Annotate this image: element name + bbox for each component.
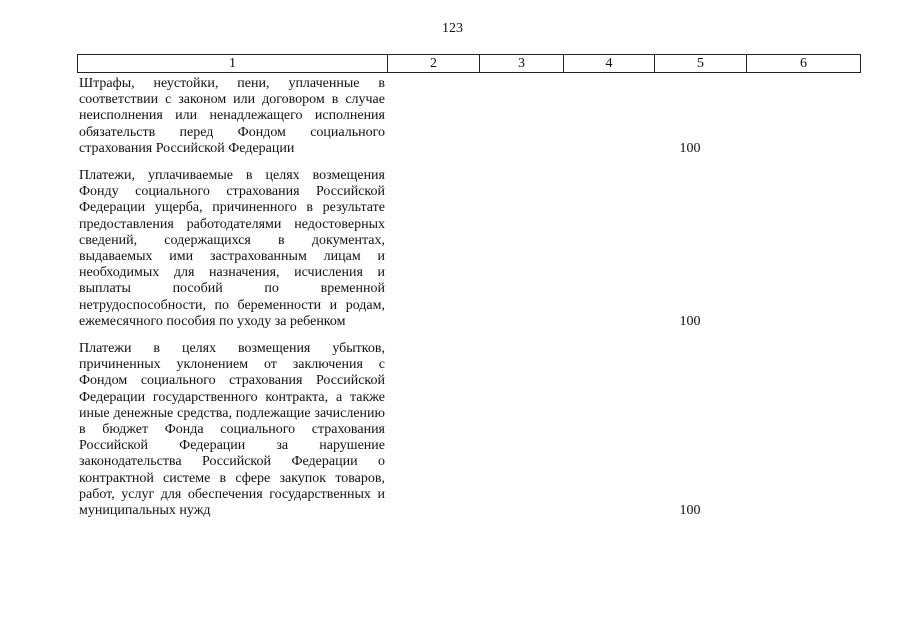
row-description: Платежи в целях возмещения убытков, причиненных уклонением от заключения с Фондом социального страхования Российской Федерации государственного контракта, а также иные денежные средства, подлежащие зачислению в бюджет Фонда социального страхования Российской Федерации за нарушение законодательства Российской Федерации о контрактной системе в сфере закупок товаров, работ, услуг для обеспечения государственных и муниципальных нужд (79, 341, 385, 519)
table-row (79, 168, 860, 330)
column-header-4: 4 (564, 55, 655, 73)
column-header-2: 2 (388, 55, 480, 73)
row-value-col5: 100 (679, 140, 701, 156)
table-body (79, 76, 860, 519)
table-row (79, 76, 860, 157)
row-value-col5: 100 (679, 503, 701, 519)
row-description: Платежи, уплачиваемые в целях возмещения Фонду социального страхования Российской Федерации ущерба, причиненного в результате предоставления работодателями недостоверных сведений, содержащихся в документах, выдаваемых ими застрахованным лицам и необходимых для назначения, исчисления и выплаты пособий по временной нетрудоспособности, по беременности и родам, ежемесячного пособия по уходу за ребенком (79, 168, 385, 329)
column-header-1: 1 (78, 55, 388, 73)
column-header-table (77, 54, 861, 73)
page-number: 123 (442, 21, 463, 36)
table-row (79, 341, 860, 519)
row-description: Штрафы, неустойки, пени, уплаченные в соответствии с законом или договором в случае неисполнения или ненадлежащего исполнения обязательств перед Фондом социального страхования Российской Федерации (79, 76, 385, 156)
row-value-col5: 100 (679, 313, 701, 329)
column-header-6: 6 (747, 55, 861, 73)
column-header-5: 5 (655, 55, 747, 73)
column-header-row (78, 55, 861, 73)
column-header-3: 3 (480, 55, 564, 73)
